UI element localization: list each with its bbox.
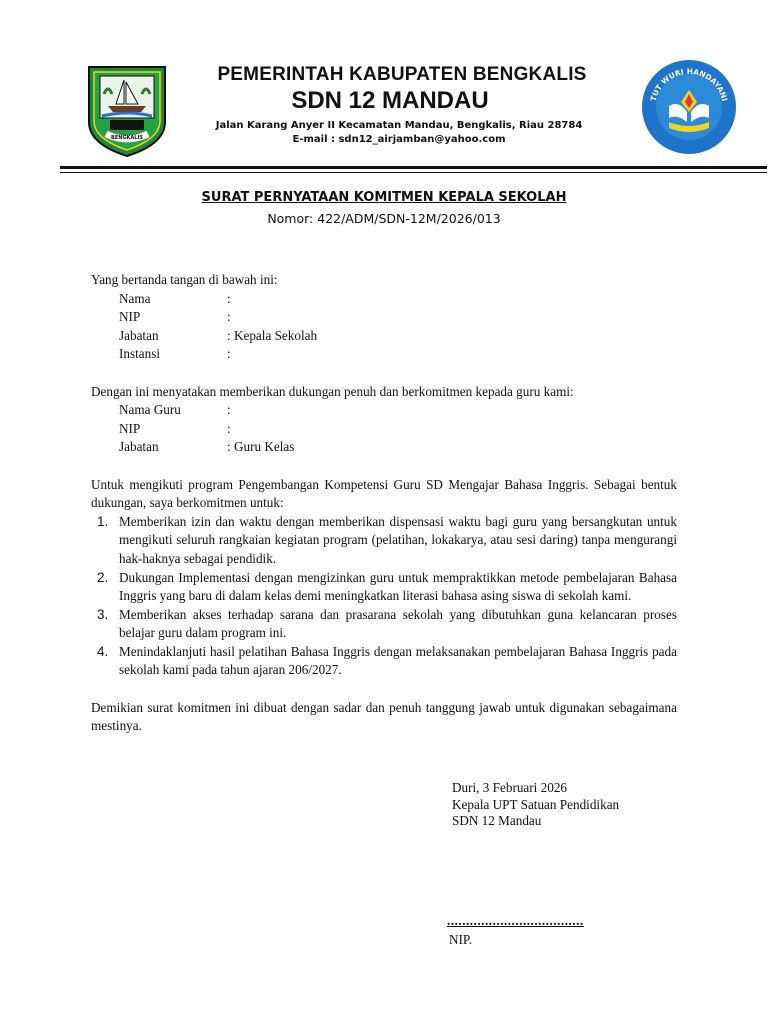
document-title: SURAT PERNYATAAN KOMITMEN KEPALA SEKOLAH xyxy=(201,190,567,205)
signature-name-line: .................................... xyxy=(447,913,584,928)
field-row: Jabatan : Guru Kelas xyxy=(119,439,295,455)
tut-wuri-handayani-icon xyxy=(639,56,739,158)
field-row: Jabatan : Kepala Sekolah xyxy=(119,327,318,343)
field-row: Nama : xyxy=(119,290,231,306)
list-item: 1. Memberikan izin dan waktu dengan memberikan dispensasi waktu bagi guru yang bersangkutan untuk mengikuti seluruh rangkaian kegiatan program (pelatihan, lokakarya, atau sesi daring) tanpa mengurangi hak-haknya sebagai pendidik. xyxy=(97,513,677,566)
svg-text:BENGKALIS: BENGKALIS xyxy=(111,135,143,141)
signature-block xyxy=(452,780,619,830)
list-item: 4. Menindaklanjuti hasil pelatihan Bahasa Inggris dengan melaksanakan pembelajaran Bahasa Inggris pada sekolah kami pada tahun ajaran 206/2027. xyxy=(97,643,677,678)
school-address: Jalan Karang Anyer II Kecamatan Mandau, Bengkalis, Riau 28784 xyxy=(215,120,583,131)
field-row: Instansi : xyxy=(119,346,231,362)
letterhead-rule-thick xyxy=(60,166,767,169)
closing-text: Demikian surat komitmen ini dibuat dengan sadar dan penuh tanggung jawab untuk digunakan sebagaimana mestinya. xyxy=(91,699,677,734)
list-item: 3. Memberikan akses terhadap sarana dan prasarana sekolah yang dibutuhkan guna kelancaran proses belajar guru dalam program ini. xyxy=(97,606,677,641)
signer-nip: NIP. xyxy=(449,932,473,947)
commitment-list xyxy=(91,513,677,680)
signer-position: Kepala UPT Satuan Pendidikan xyxy=(452,796,620,812)
svg-text:TUT WURI HANDAYANI: TUT WURI HANDAYANI xyxy=(648,66,730,103)
field-row: NIP : xyxy=(119,309,231,325)
list-item: 2. Dukungan Implementasi dengan mengizinkan guru untuk mempraktikkan metode pembelajaran Bahasa Inggris yang baru di dalam kelas demi meningkatkan literasi bahasa asing siswa di sekolah kami. xyxy=(97,569,677,604)
purpose-text: Untuk mengikuti program Pengembangan Kompetensi Guru SD Mengajar Bahasa Inggris. Sebagai bentuk dukungan, saya berkomitmen untuk: xyxy=(91,476,677,511)
statement-text: Dengan ini menyatakan memberikan dukungan penuh dan berkomitmen kepada guru kami: xyxy=(91,383,574,399)
signer-school: SDN 12 Mandau xyxy=(452,813,542,829)
document-number: Nomor: 422/ADM/SDN-12M/2026/013 xyxy=(267,211,501,226)
school-name: SDN 12 MANDAU xyxy=(291,87,489,114)
government-name: PEMERINTAH KABUPATEN BENGKALIS xyxy=(217,64,587,85)
intro-text: Yang bertanda tangan di bawah ini: xyxy=(91,272,278,287)
letterhead-rule-thin xyxy=(60,172,767,173)
field-row: NIP : xyxy=(119,420,231,436)
letter-body xyxy=(91,271,677,736)
field-row: Nama Guru : xyxy=(119,402,231,418)
place-date: Duri, 3 Februari 2026 xyxy=(452,780,568,795)
letterhead xyxy=(170,64,640,145)
school-email: E-mail : sdn12_airjamban@yahoo.com xyxy=(292,134,506,145)
